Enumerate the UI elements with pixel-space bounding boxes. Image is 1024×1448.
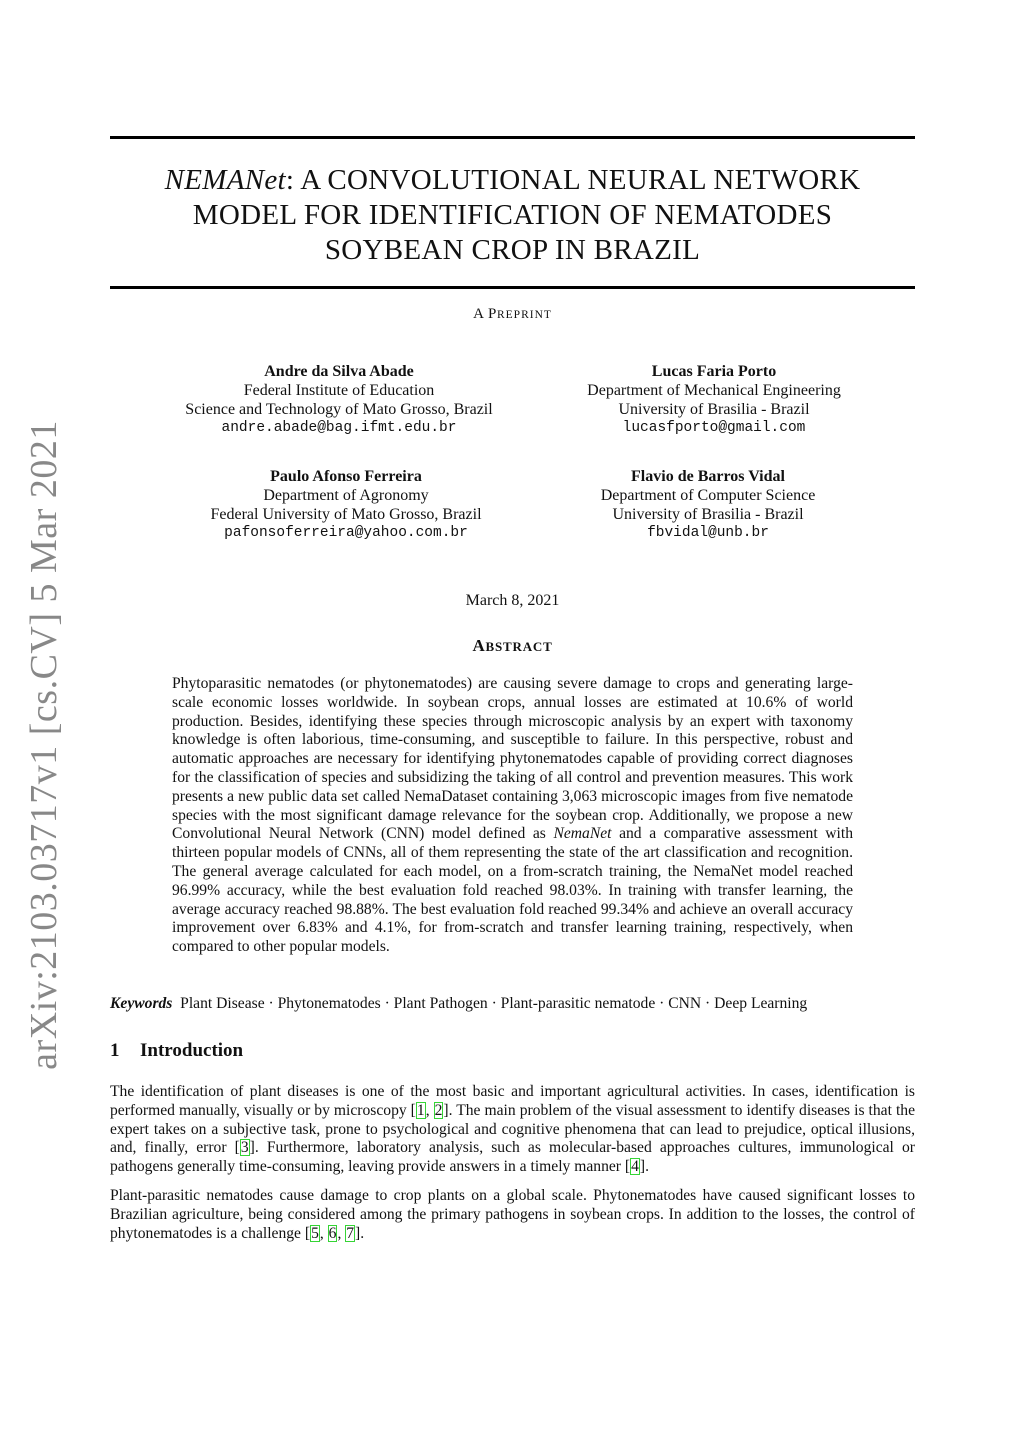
paragraph-text: ]. (639, 1158, 649, 1176)
abstract-heading-rest: BSTRACT (485, 639, 553, 654)
section-number: 1 (110, 1040, 120, 1061)
title-model-name: NEMANet (164, 164, 286, 196)
title-line-1: : A CONVOLUTIONAL NEURAL NETWORK (285, 164, 861, 196)
title-line-3: SOYBEAN CROP IN BRAZIL (324, 234, 701, 266)
author-name: Flavio de Barros Vidal (631, 468, 785, 485)
citation-link[interactable]: 7 (346, 1224, 355, 1242)
paragraph-text: Plant-parasitic nematodes cause damage to crop plants on a global scale. Phytonematodes have caused significant losses to Brazilian agriculture, being considered among the primary pathogens in soybean crops. In addition to the losses, the control of phytonematodes is a challenge [ (110, 1187, 915, 1242)
citation-link[interactable]: 2 (434, 1101, 443, 1119)
intro-paragraph-2 (110, 1187, 915, 1243)
abstract-heading-first: A (472, 636, 486, 655)
citation-link[interactable]: 6 (328, 1224, 337, 1242)
paper-title (110, 163, 915, 268)
author-affiliation: Federal University of Mato Grosso, Brazil (210, 506, 482, 523)
publication-date: March 8, 2021 (465, 592, 560, 609)
citation-link[interactable]: 1 (416, 1101, 425, 1119)
paragraph-text: ]. The main problem of the visual assessment to identify diseases is that the expert takes on a subjective task, prone to psychological and cognitive phenomena that can lead to prejudice, optical illusions, and, finally, error [ (110, 1101, 916, 1157)
abstract-text-part: Phytoparasitic nematodes (or phytonematodes) are causing severe damage to crops and generating large-scale economic losses worldwide. In soybean crops, annual losses are estimated at 10.6% of world production. Besides, identifying these species through microscopic analysis by an expert with taxonomy knowledge is often laborious, time-consuming, and susceptible to failure. In this perspective, robust and automatic approaches are necessary for identifying phytonematodes capable of providing correct diagnoses for the classification of species and subsidizing the taking of all control and prevention measures. This work presents a new public data set called NemaDataset containing 3,063 microscopic images from five nematode species with the most significant damage relevance for the soybean crop. Additionally, we propose a new Convolutional Neural Network (CNN) model defined as (172, 675, 853, 843)
author-affiliation: Department of Computer Science (600, 487, 816, 504)
author-email[interactable]: fbvidal@unb.br (647, 525, 769, 541)
preprint-label-rest: REPRINT (496, 309, 552, 321)
citation-separator: , (337, 1224, 346, 1242)
citation-link[interactable]: 5 (311, 1224, 319, 1242)
abstract-model-name: NemaNet (553, 825, 612, 843)
keywords-list: Plant Disease · Phytonematodes · Plant Pathogen · Plant-parasitic nematode · CNN · Deep Learning (180, 995, 808, 1012)
author-name: Andre da Silva Abade (264, 363, 414, 380)
intro-paragraph-1 (110, 1083, 915, 1177)
section-heading-introduction (110, 1040, 243, 1062)
paragraph-text: The identification of plant diseases is one of the most basic and important agricultural activities. In cases, identification is performed manually, visually or by microscopy [ (110, 1083, 915, 1119)
title-line-2: MODEL FOR IDENTIFICATION OF NEMATODES (192, 199, 833, 231)
paragraph-text: ]. (355, 1224, 365, 1242)
citation-link[interactable]: 3 (240, 1139, 249, 1157)
citation-link[interactable]: 4 (631, 1158, 639, 1176)
title-rule-top (110, 136, 915, 139)
abstract-body (172, 675, 853, 957)
author-email[interactable]: andre.abade@bag.ifmt.edu.br (221, 420, 457, 436)
section-title: Introduction (140, 1040, 244, 1061)
author-block (210, 467, 481, 543)
title-rule-bottom (110, 286, 915, 289)
author-email[interactable]: lucasfporto@gmail.com (622, 420, 806, 436)
paragraph-text: ]. Furthermore, laboratory analysis, such as molecular-based approaches cultures, immunological or pathogens generally time-consuming, leaving provide answers in a timely manner [ (110, 1139, 915, 1176)
author-block (601, 467, 816, 543)
author-affiliation: Science and Technology of Mato Grosso, Brazil (185, 401, 493, 418)
arxiv-identifier: arXiv:2103.03717v1 [cs.CV] 5 Mar 2021 (23, 420, 65, 1070)
author-affiliation: University of Brasilia - Brazil (618, 401, 810, 418)
citation-separator: , (425, 1101, 434, 1119)
keywords-label: Keywords (110, 995, 173, 1012)
author-block (587, 362, 841, 438)
author-affiliation: Federal Institute of Education (243, 382, 435, 399)
author-name: Paulo Afonso Ferreira (270, 468, 422, 485)
preprint-label-first: A P (473, 306, 497, 322)
author-email[interactable]: pafonsoferreira@yahoo.com.br (224, 525, 468, 541)
author-block (185, 362, 492, 438)
author-affiliation: Department of Agronomy (263, 487, 429, 504)
preprint-label (110, 306, 915, 323)
author-name: Lucas Faria Porto (651, 363, 777, 380)
keywords-line (110, 994, 915, 1013)
abstract-heading (110, 636, 915, 656)
author-affiliation: Department of Mechanical Engineering (587, 382, 841, 399)
citation-separator: , (319, 1224, 328, 1242)
abstract-text-part: and a comparative assessment with thirteen popular models of CNNs, all of them representing the state of the art classification and recognition. The general average calculated for each model, on a from-scratch training, the NemaNet model reached 96.99% accuracy, while the best evaluation fold reached 98.03%. In training with transfer learning, the average accuracy reached 98.88%. The best evaluation fold reached 99.34% and achieve an overall accuracy improvement over 6.83% and 4.1%, for from-scratch and transfer learning training, respectively, when compared to other popular models. (172, 825, 853, 956)
author-affiliation: University of Brasilia - Brazil (612, 506, 804, 523)
